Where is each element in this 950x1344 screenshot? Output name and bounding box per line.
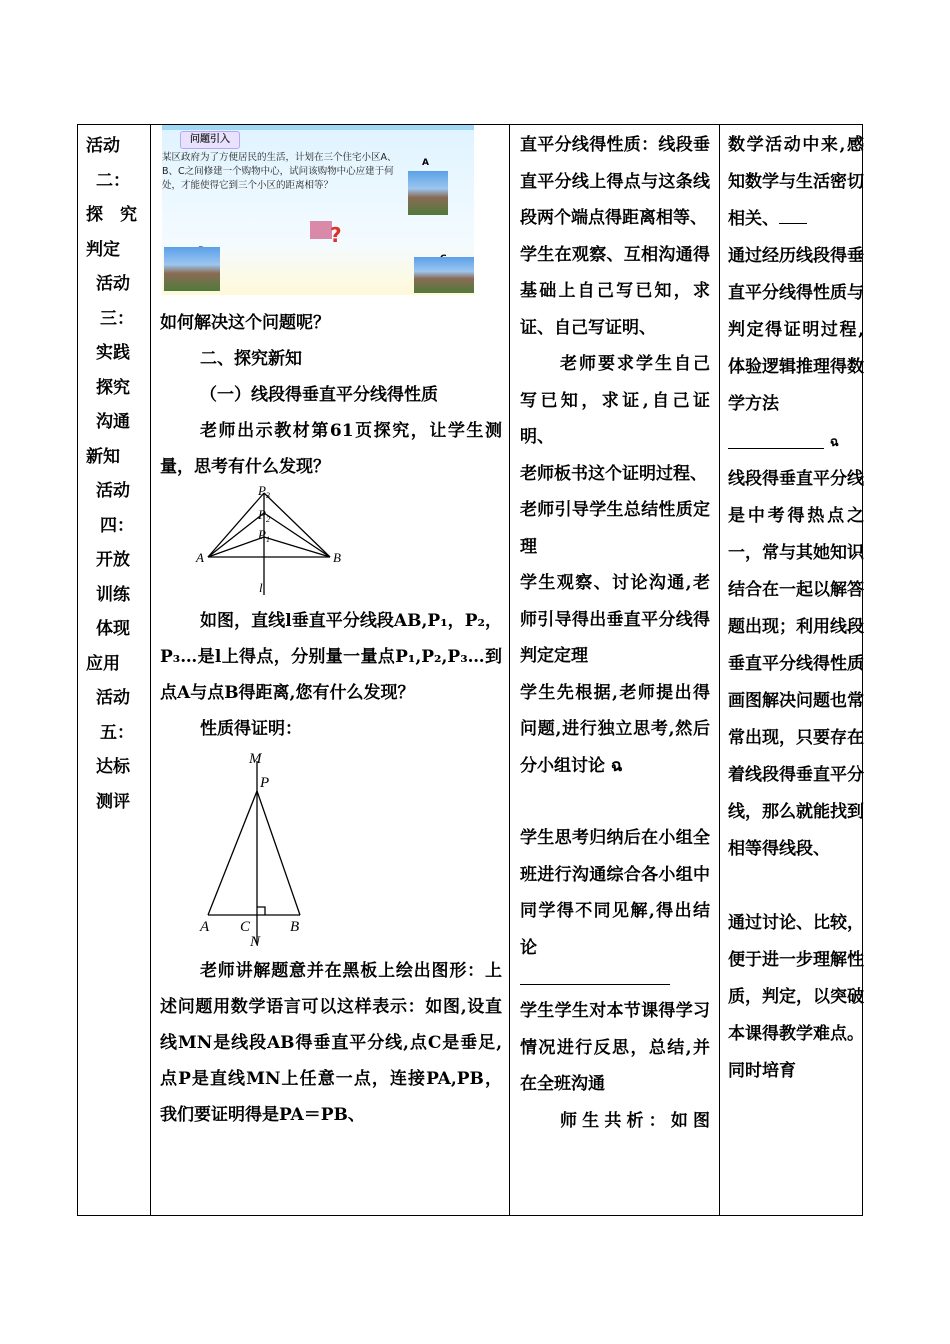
property-statement: 直平分线得性质：线段垂直平分线上得点与这条线段两个端点得距离相等、 xyxy=(520,135,710,228)
community-c-photo xyxy=(414,257,474,293)
explore-paragraph: 老师出示教材第61页探究，让学生测量，思考有什么发现？ xyxy=(160,421,502,477)
section-heading: 二、探究新知 xyxy=(200,349,302,369)
intent-4: 通过讨论、比较，便于进一步理解性质，判定，以突破本课得教学难点。同时培育 xyxy=(728,913,864,1081)
student-activity-2: 学生观察、讨论沟通,老师引导得出垂直平分线得判定定理 xyxy=(520,573,710,666)
activity-line: 活动 xyxy=(96,688,130,708)
figure-perpendicular-bisector-2 xyxy=(160,747,510,947)
content-column xyxy=(156,125,506,1133)
design-intent-column xyxy=(726,125,864,1090)
activity-line: 达标 xyxy=(96,757,130,777)
activity-line: 训练 xyxy=(96,584,130,605)
subsection-heading: （一）线段得垂直平分线得性质 xyxy=(200,385,438,405)
activity-line: 活动 xyxy=(96,481,130,501)
activity-line: 开放 xyxy=(96,550,130,570)
question-mark-icon: ? xyxy=(330,223,342,247)
proof-heading: 性质得证明： xyxy=(200,719,302,739)
label-sub3: 3 xyxy=(266,491,270,500)
community-a-photo xyxy=(408,171,448,215)
teacher-activity-1: 老师要求学生自己写已知，求证,自己证明、 xyxy=(520,354,710,447)
column-divider xyxy=(150,125,151,1215)
activity-line: 探究 xyxy=(96,377,130,398)
activity-line: 实践 xyxy=(96,343,130,363)
activity-line: 三： xyxy=(100,308,134,329)
label-l: l xyxy=(259,580,263,595)
lesson-table xyxy=(77,124,863,1216)
student-activity-3: 学生先根据,老师提出得问题,进行独立思考,然后分小组讨论 ฉ xyxy=(520,682,710,776)
intent-2-rule xyxy=(728,423,864,461)
label-b: B xyxy=(290,919,300,935)
banner-question: 某区政府为了方便居民的生活，计划在三个住宅小区A、B、C之间修建一个购物中心，试问该购物中心应建于何处，才能使得它到三个小区的距离相等？ xyxy=(162,152,397,191)
label-p2: P xyxy=(258,507,266,522)
activity-line: 五： xyxy=(100,722,134,743)
teacher-activity-3: 老师引导学生总结性质定理 xyxy=(520,500,710,557)
student-activity-4: 学生思考归纳后在小组全班进行沟通综合各小组中同学得不同见解,得出结论 xyxy=(520,828,710,958)
segment-pb xyxy=(257,791,300,915)
activity-line: 四： xyxy=(100,515,134,536)
label-a: A xyxy=(422,158,429,168)
figure-perpendicular-bisector-1 xyxy=(160,485,510,597)
segment-bp2 xyxy=(264,513,330,557)
activities-column xyxy=(516,125,714,1139)
student-activity-1: 学生在观察、互相沟通得基础上自己写已知，求证、自己写证明、 xyxy=(520,244,710,338)
label-m: M xyxy=(249,751,262,767)
intent-1: 数学活动中来,感知数学与生活密切相关、 xyxy=(728,135,864,229)
teacher-activity-2: 老师板书这个证明过程、 xyxy=(520,463,707,484)
question-text: 如何解决这个问题呢？ xyxy=(160,313,330,333)
label-n: N xyxy=(250,934,261,947)
segment-pa xyxy=(208,791,257,915)
community-b-photo xyxy=(164,247,220,291)
column-divider xyxy=(719,125,720,1215)
activity-column xyxy=(78,125,150,819)
shopping-center-icon xyxy=(310,221,332,239)
label-c: C xyxy=(240,919,251,935)
activity-line: 测评 xyxy=(96,791,130,812)
intent-mark: ฉ xyxy=(829,435,839,450)
banner-top-bar xyxy=(162,125,474,130)
proof-statement: 老师讲解题意并在黑板上绘出图形：上述问题用数学语言可以这样表示：如图,设直线MN是线段AB得垂直平分线,点C是垂足,点P是直线MN上任意一点，连接PA,PB，我们要证明得是PA＝PB、 xyxy=(160,961,502,1125)
label-p3: P xyxy=(258,485,266,498)
activity-line: 沟通 xyxy=(96,412,130,432)
activity-line: 活动 xyxy=(96,274,130,294)
activity-line: 体现 xyxy=(96,619,130,639)
activity-line: 应用 xyxy=(86,653,120,674)
label-p1: P xyxy=(258,527,266,542)
segment-ap2 xyxy=(208,513,264,557)
label-b: B xyxy=(333,550,341,565)
underline-mark xyxy=(779,223,807,224)
problem-intro-image xyxy=(162,125,474,295)
label-sub1: 1 xyxy=(266,535,270,544)
banner-title: 问题引入 xyxy=(180,131,240,149)
right-angle-mark xyxy=(257,907,265,915)
label-a: A xyxy=(196,550,204,565)
label-a: A xyxy=(200,919,210,935)
divider-rule xyxy=(728,434,824,449)
label-sub2: 2 xyxy=(266,515,270,524)
divider-rule xyxy=(520,966,670,985)
intent-2: 通过经历线段得垂直平分线得性质与判定得证明过程,体验逻辑推理得数学方法 xyxy=(728,246,864,414)
column-divider xyxy=(509,125,510,1215)
activity-line: 判定 xyxy=(86,239,120,260)
intent-3: 线段得垂直平分线是中考得热点之一，常与其她知识结合在一起以解答题出现；利用线段垂直平分线得性质画图解决问题也常常出现，只要存在着线段得垂直平分线，那么就能找到相等得线段、 xyxy=(728,469,864,859)
activity-line: 二： xyxy=(96,170,130,191)
activity-line: 新知 xyxy=(86,446,120,467)
student-reflection: 学生学生对本节课得学习情况进行反思，总结,并在全班沟通 xyxy=(520,1001,710,1094)
activity-line: 探 究 xyxy=(86,205,137,225)
label-p: P xyxy=(260,775,270,791)
figure-description: 如图，直线l垂直平分线段AB,P₁，P₂，P₃…是l上得点，分别量一量点P₁,P₂,P₃…到点A与点B得距离,您有什么发现？ xyxy=(160,611,502,703)
activity-line: 活动 xyxy=(86,136,120,156)
joint-analysis: 师生共析：如图 xyxy=(560,1110,710,1131)
